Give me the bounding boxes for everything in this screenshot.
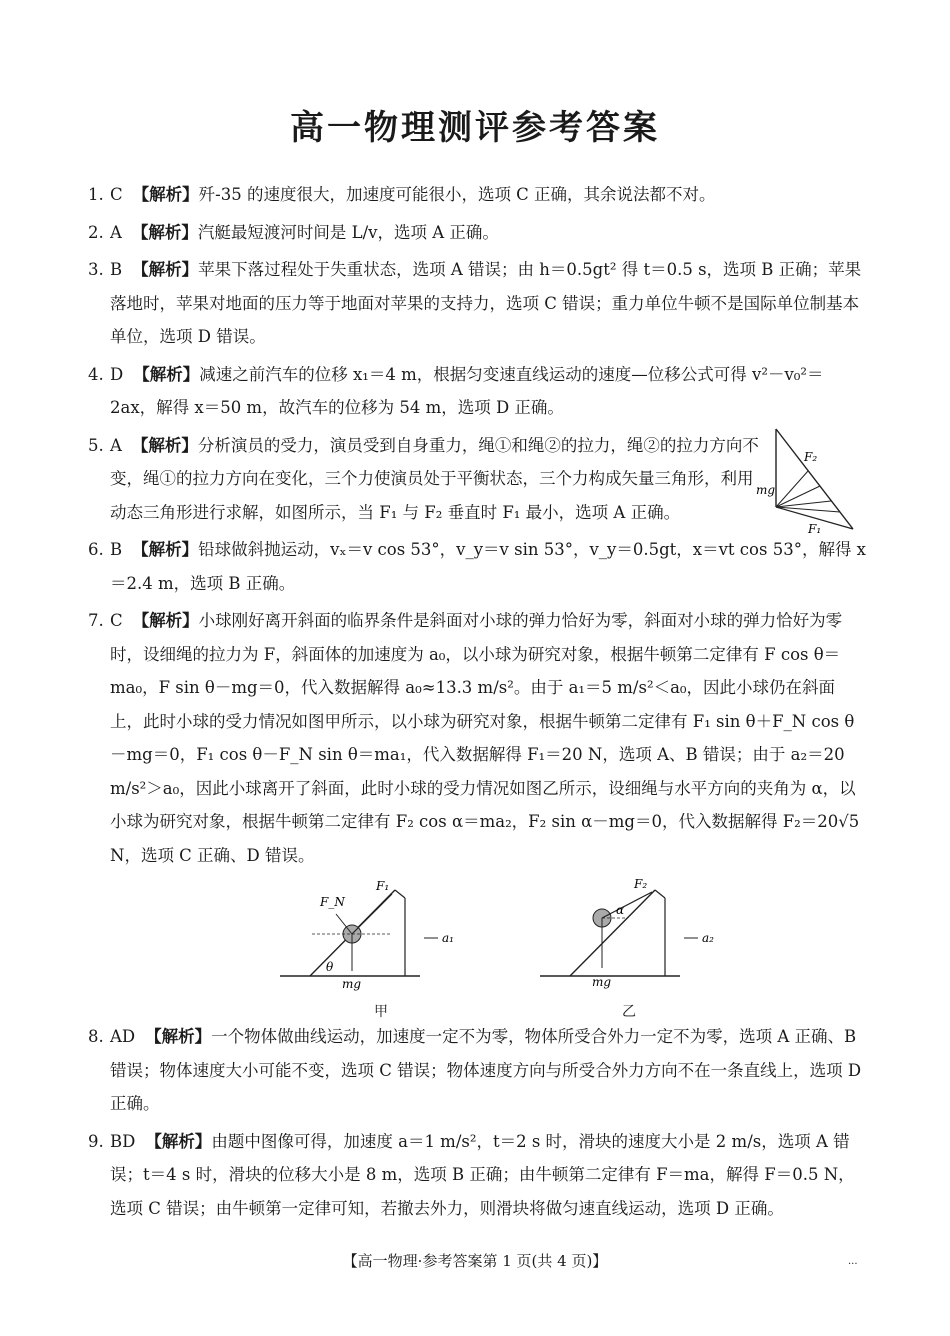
answer-item-3: [88, 253, 868, 354]
f2-vector-2: [776, 486, 820, 507]
answer-choice: A: [110, 435, 122, 455]
answer-list: [88, 178, 868, 1229]
rope-line: [776, 429, 853, 529]
f2-label: F₂: [634, 877, 648, 891]
question-number: 1.: [88, 185, 104, 204]
mg-label: mg: [592, 975, 612, 989]
analysis-text: 小球刚好离开斜面的临界条件是斜面对小球的弹力恰好为零，斜面对小球的弹力恰好为零时，设细绳的拉力为 F，斜面体的加速度为 a₀，以小球为研究对象，根据牛顿第二定律有 F cos θ＝ma₀，F sin θ－mg＝0，代入数据解得 a₀≈13.3 m/s²。由于 a₁＝5 m/s²＜a₀，因此小球仍在斜面上，此时小球的受力情况如图甲所示，以小球为研究对象，根据牛顿第二定律有 F₁ sin θ＋F_N cos θ－mg＝0，F₁ cos θ－F_N sin θ＝ma₁，代入数据解得 F₁＝20 N，选项 A、B 错误；由于 a₂＝20 m/s²＞a₀，因此小球离开了斜面，此时小球的受力情况如图乙所示，设细绳与水平方向的夹角为 α，以小球为研究对象，根据牛顿第二定律有 F₂ cos α＝ma₂，F₂ sin α－mg＝0，代入数据解得 F₂＝20√5 N，选项 C 正确、D 错误。: [110, 611, 860, 865]
analysis-tag: 【解析】: [132, 260, 199, 279]
analysis-text: 歼-35 的速度很大，加速度可能很小，选项 C 正确，其余说法都不对。: [198, 185, 716, 204]
analysis-tag: 【解析】: [131, 222, 198, 242]
rope-f2: [602, 892, 652, 918]
question-number: 4.: [88, 364, 104, 384]
answer-item-8: [88, 1020, 868, 1121]
answer-choice: B: [110, 540, 123, 559]
figure-jia: [280, 876, 470, 996]
question-number: 6.: [88, 540, 104, 559]
rope-f1: [352, 894, 392, 934]
incline-line: [570, 890, 655, 976]
force-triangle-figure: [756, 429, 868, 539]
analysis-tag: 【解析】: [133, 364, 200, 384]
figure-jia-caption: 甲: [374, 1004, 388, 1020]
incline-top: [395, 890, 405, 898]
answer-choice: C: [110, 185, 123, 204]
question-number: 2.: [88, 222, 104, 242]
analysis-text: 由题中图像可得，加速度 a＝1 m/s²，t＝2 s 时，滑块的速度大小是 2 m/s，选项 A 错误；t＝4 s 时，滑块的位移大小是 8 m，选项 B 正确；由牛顿第二定律有 F＝ma，解得 F＝0.5 N，选项 C 错误；由牛顿第一定律可知，若撤去外力，则滑块将做匀速直线运动，选项 D 正确。: [110, 1131, 855, 1218]
analysis-text: 减速之前汽车的位移 x₁＝4 m，根据匀变速直线运动的速度—位移公式可得 v²－v₀²＝2ax，解得 x＝50 m，故汽车的位移为 54 m，选项 D 正确。: [110, 364, 824, 417]
f1-label: F₁: [808, 521, 822, 536]
figures-row: [110, 876, 868, 1020]
analysis-text: 苹果下落过程处于失重状态，选项 A 错误；由 h＝0.5gt² 得 t＝0.5 s，选项 B 正确；苹果落地时，苹果对地面的压力等于地面对苹果的支持力，选项 C 错误；重力单位牛顿不是国际单位制基本单位，选项 D 错误。: [110, 260, 862, 346]
figure-yi: [530, 876, 720, 996]
incline-top: [655, 890, 665, 898]
question-number: 3.: [88, 260, 104, 279]
page-footer: 【高一物理·参考答案第 1 页(共 4 页)】: [342, 1252, 608, 1270]
alpha-label: α: [616, 903, 625, 917]
a2-label: a₂: [702, 931, 714, 945]
mg-label: mg: [756, 482, 776, 497]
answer-choice: AD: [110, 1027, 136, 1046]
question-number: 9.: [88, 1131, 104, 1151]
analysis-tag: 【解析】: [132, 540, 199, 559]
analysis-tag: 【解析】: [132, 185, 199, 204]
answer-choice: BD: [110, 1131, 136, 1151]
fn-label: F_N: [320, 895, 345, 909]
analysis-text: 铅球做斜抛运动，vₓ＝v cos 53°，v_y＝v sin 53°，v_y＝0.5gt，x＝vt cos 53°，解得 x＝2.4 m，选项 B 正确。: [110, 540, 866, 593]
mg-label: mg: [342, 977, 362, 991]
f2-vector-3: [776, 501, 831, 507]
answer-choice: D: [110, 364, 124, 384]
analysis-text: 汽艇最短渡河时间是 L/v，选项 A 正确。: [197, 222, 499, 242]
question-number: 7.: [88, 611, 104, 630]
theta-label: θ: [326, 960, 334, 974]
answer-item-5: [88, 429, 868, 536]
analysis-tag: 【解析】: [131, 435, 198, 455]
answer-choice: C: [110, 611, 123, 630]
question-number: 8.: [88, 1027, 104, 1046]
answer-choice: B: [110, 260, 123, 279]
answer-item-6: [88, 533, 868, 600]
analysis-tag: 【解析】: [145, 1027, 212, 1046]
corner-mark: ...: [848, 1256, 858, 1267]
answer-item-9: [88, 1125, 868, 1226]
answer-item-4: [88, 358, 868, 425]
analysis-text: 一个物体做曲线运动，加速度一定不为零，物体所受合外力一定不为零，选项 A 正确、B 错误；物体速度大小可能不变，选项 C 错误；物体速度方向与所受合外力方向不在一条直线上，选项 D 正确。: [110, 1027, 862, 1113]
figure-yi-caption: 乙: [622, 1004, 636, 1020]
page-title: 高一物理测评参考答案: [290, 108, 660, 148]
f1-label: F₁: [376, 879, 390, 893]
analysis-tag: 【解析】: [132, 611, 199, 630]
analysis-tag: 【解析】: [145, 1131, 212, 1151]
answer-item-2: [88, 216, 868, 250]
f2-label: F₂: [804, 449, 818, 464]
answer-choice: A: [110, 222, 122, 242]
answer-item-7: [88, 604, 868, 1020]
answer-item-1: [88, 178, 868, 212]
a1-label: a₁: [442, 931, 454, 945]
f2-vector-1: [776, 471, 808, 507]
analysis-text: 分析演员的受力，演员受到自身重力，绳①和绳②的拉力，绳②的拉力方向不变，绳①的拉力方向在变化，三个力使演员处于平衡状态，三个力构成矢量三角形，利用动态三角形进行求解，如图所示，当 F₁ 与 F₂ 垂直时 F₁ 最小，选项 A 正确。: [110, 435, 759, 522]
question-number: 5.: [88, 435, 104, 455]
